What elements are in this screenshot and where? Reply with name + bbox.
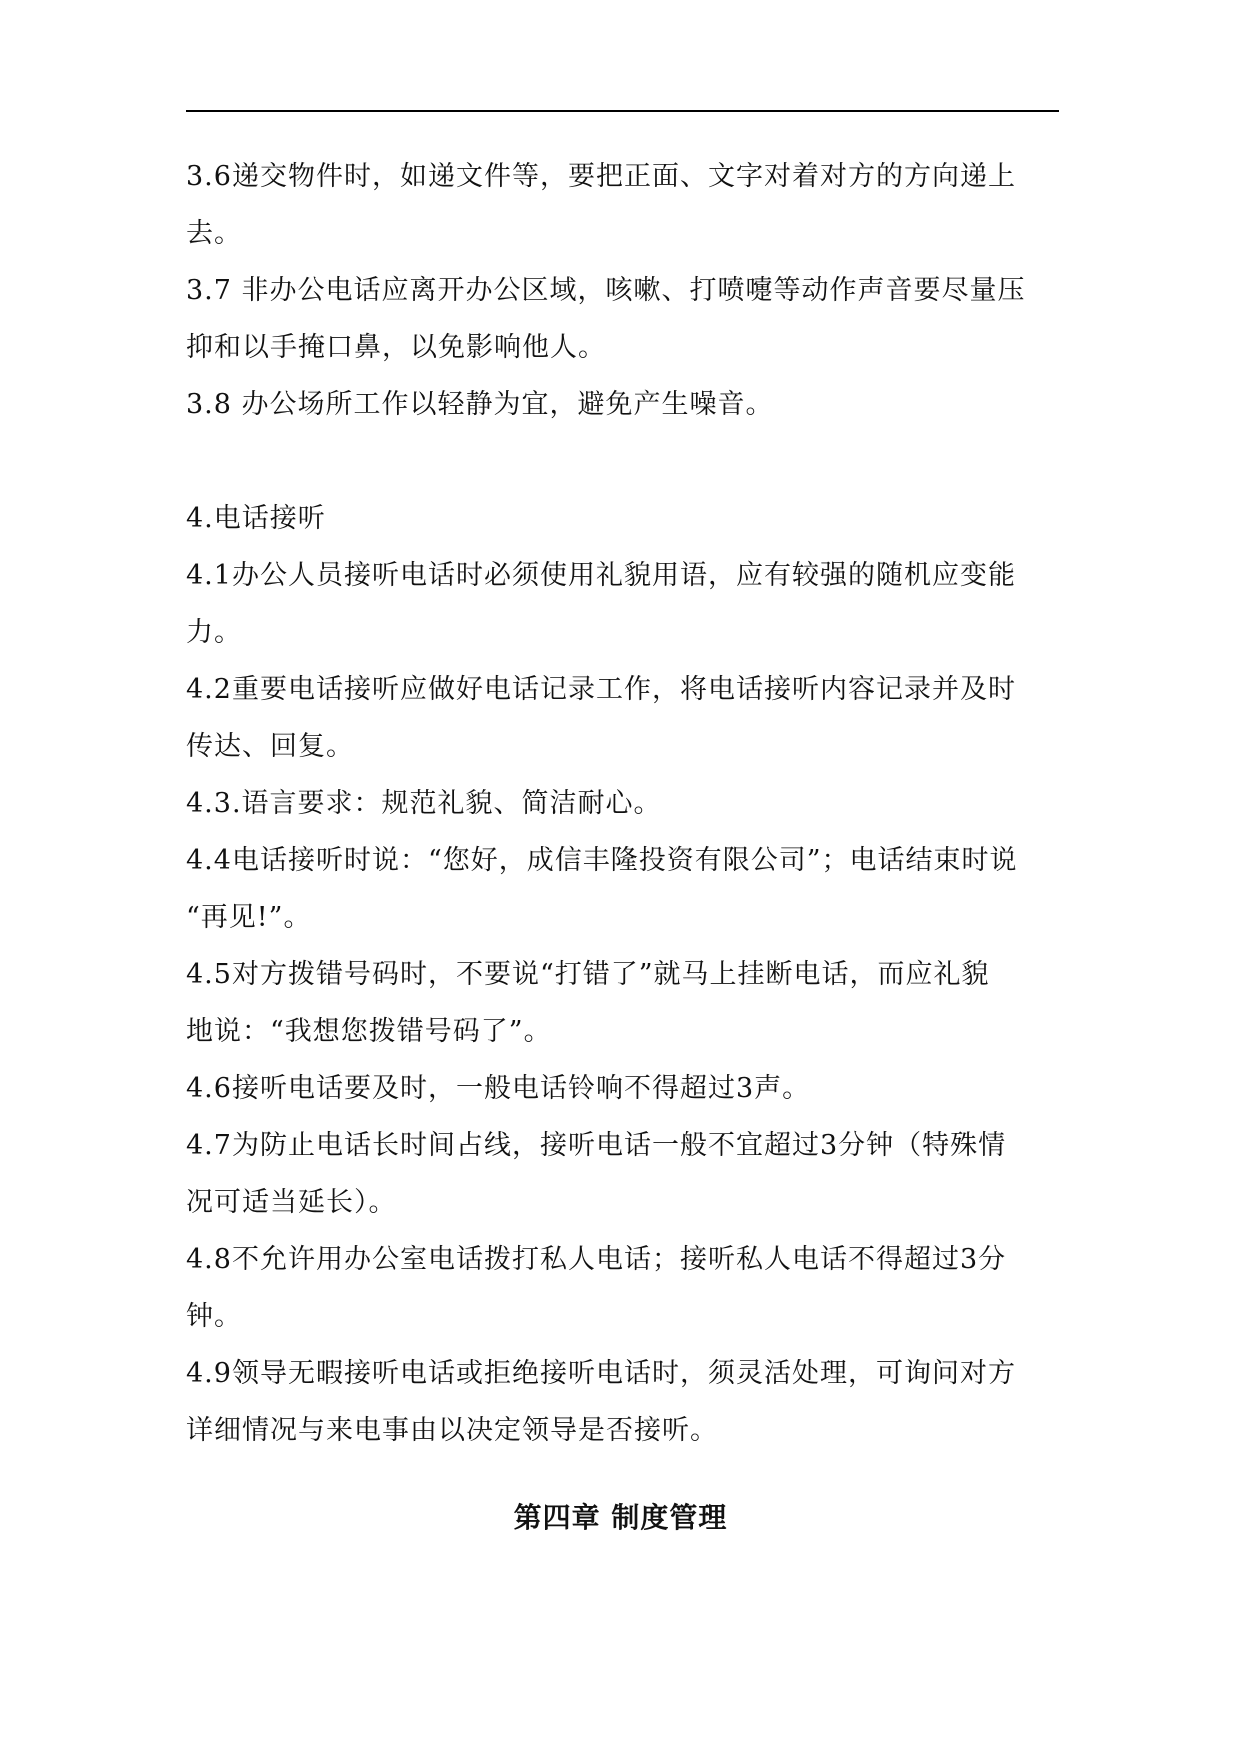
text-line: 抑和以手掩口鼻，以免影响他人。 (186, 332, 606, 363)
paragraph-4-4 (186, 832, 1076, 946)
paragraph-4-9 (186, 1345, 1076, 1459)
text-line: “再见!”。 (186, 902, 312, 933)
text-line: 详细情况与来电事由以决定领导是否接听。 (186, 1415, 718, 1446)
text-line: 4.2重要电话接听应做好电话记录工作，将电话接听内容记录并及时 (186, 674, 1016, 705)
paragraph-4-7 (186, 1117, 1076, 1231)
text-line: 4.1办公人员接听电话时必须使用礼貌用语，应有较强的随机应变能 (186, 560, 1016, 591)
paragraph-3-6 (186, 148, 1076, 262)
paragraph-4-3 (186, 775, 1076, 832)
paragraph-3-7 (186, 262, 1076, 376)
text-line: 钟。 (186, 1301, 242, 1332)
paragraph-4-1 (186, 547, 1076, 661)
paragraph-4-6 (186, 1060, 1076, 1117)
text-line: 4.3.语言要求：规范礼貌、简洁耐心。 (186, 788, 662, 819)
text-line: 4.5对方拨错号码时，不要说“打错了”就马上挂断电话，而应礼貌 (186, 959, 990, 990)
text-line: 3.7 非办公电话应离开办公区域，咳嗽、打喷嚏等动作声音要尽量压 (186, 275, 1026, 306)
text-line: 传达、回复。 (186, 731, 354, 762)
text-line: 去。 (186, 218, 242, 249)
paragraph-4-5 (186, 946, 1076, 1060)
section-heading: 4.电话接听 (186, 503, 326, 534)
text-line: 况可适当延长）。 (186, 1187, 397, 1218)
section-heading-4 (186, 490, 1076, 547)
text-line: 4.7为防止电话长时间占线，接听电话一般不宜超过3分钟（特殊情 (186, 1130, 1007, 1161)
chapter-title: 第四章 制度管理 (513, 1501, 728, 1534)
text-line: 3.8 办公场所工作以轻静为宜，避免产生噪音。 (186, 389, 774, 420)
document-body (186, 148, 1076, 1459)
paragraph-3-8 (186, 376, 1076, 433)
text-line: 4.8不允许用办公室电话拨打私人电话；接听私人电话不得超过3分 (186, 1244, 1007, 1275)
paragraph-4-8 (186, 1231, 1076, 1345)
paragraph-4-2 (186, 661, 1076, 775)
text-line: 3.6递交物件时，如递文件等，要把正面、文字对着对方的方向递上 (186, 161, 1016, 192)
text-line: 力。 (186, 617, 242, 648)
text-line: 地说：“我想您拨错号码了”。 (186, 1016, 552, 1047)
text-line: 4.9领导无暇接听电话或拒绝接听电话时，须灵活处理，可询问对方 (186, 1358, 1016, 1389)
header-rule (186, 110, 1059, 112)
text-line: 4.4电话接听时说：“您好，成信丰隆投资有限公司”；电话结束时说 (186, 845, 1018, 876)
text-line: 4.6接听电话要及时，一般电话铃响不得超过3声。 (186, 1073, 811, 1104)
